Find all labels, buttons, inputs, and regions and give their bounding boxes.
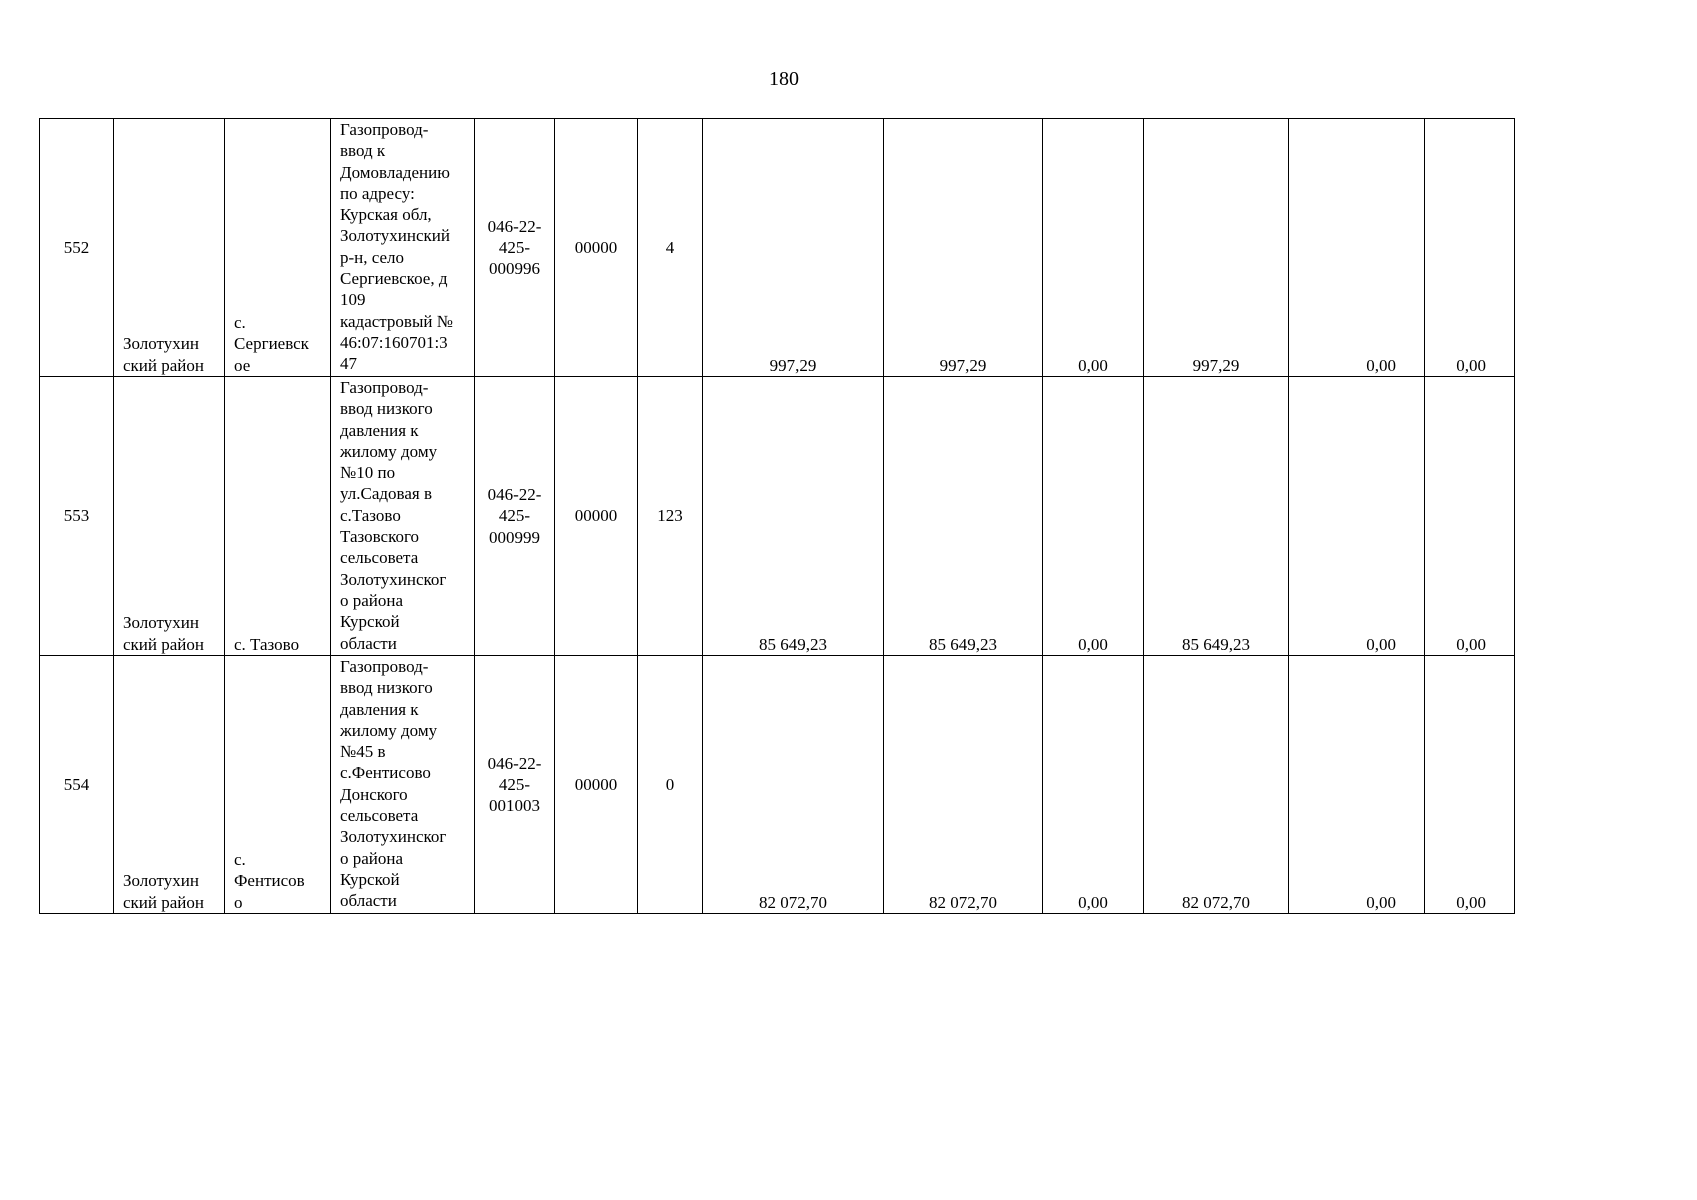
quantity-cell: 123 — [638, 377, 703, 656]
table-row — [40, 377, 1515, 656]
zero-code-cell: 00000 — [555, 377, 638, 656]
value-cell-4: 85 649,23 — [1144, 377, 1289, 656]
row-number: 552 — [40, 119, 114, 377]
inventory-code-cell: 046-22- 425- 000996 — [475, 119, 555, 377]
row-number: 554 — [40, 656, 114, 914]
value-cell-6: 0,00 — [1425, 119, 1515, 377]
locality-cell: с. Тазово — [225, 377, 331, 656]
district-cell: Золотухин ский район — [114, 377, 225, 656]
value-cell-1: 997,29 — [703, 119, 884, 377]
value-cell-4: 82 072,70 — [1144, 656, 1289, 914]
zero-code-cell: 00000 — [555, 119, 638, 377]
inventory-code-cell: 046-22- 425- 001003 — [475, 656, 555, 914]
value-cell-1: 82 072,70 — [703, 656, 884, 914]
value-cell-5: 0,00 — [1289, 656, 1425, 914]
value-cell-1: 85 649,23 — [703, 377, 884, 656]
value-cell-5: 0,00 — [1289, 119, 1425, 377]
value-cell-4: 997,29 — [1144, 119, 1289, 377]
value-cell-3: 0,00 — [1043, 119, 1144, 377]
value-cell-5: 0,00 — [1289, 377, 1425, 656]
value-cell-2: 997,29 — [884, 119, 1043, 377]
locality-cell: с. Сергиевск ое — [225, 119, 331, 377]
value-cell-6: 0,00 — [1425, 377, 1515, 656]
value-cell-3: 0,00 — [1043, 656, 1144, 914]
table-row — [40, 656, 1515, 914]
value-cell-2: 82 072,70 — [884, 656, 1043, 914]
value-cell-2: 85 649,23 — [884, 377, 1043, 656]
district-cell: Золотухин ский район — [114, 119, 225, 377]
quantity-cell: 4 — [638, 119, 703, 377]
zero-code-cell: 00000 — [555, 656, 638, 914]
object-name-cell: Газопровод- ввод низкого давления к жилому дому №45 в с.Фентисово Донского сельсовета Золотухинског о района Курской области — [331, 656, 475, 914]
table-row — [40, 119, 1515, 377]
quantity-cell: 0 — [638, 656, 703, 914]
object-name-cell: Газопровод- ввод низкого давления к жилому дому №10 по ул.Садовая в с.Тазово Тазовского сельсовета Золотухинског о района Курской области — [331, 377, 475, 656]
row-number: 553 — [40, 377, 114, 656]
locality-cell: с. Фентисов о — [225, 656, 331, 914]
district-cell: Золотухин ский район — [114, 656, 225, 914]
page-number: 180 — [769, 68, 799, 90]
value-cell-3: 0,00 — [1043, 377, 1144, 656]
object-name-cell: Газопровод- ввод к Домовладению по адресу: Курская обл, Золотухинский р-н, село Сергиевское, д 109 кадастровый № 46:07:160701:3 47 — [331, 119, 475, 377]
value-cell-6: 0,00 — [1425, 656, 1515, 914]
property-register-table — [39, 118, 1515, 914]
inventory-code-cell: 046-22- 425- 000999 — [475, 377, 555, 656]
